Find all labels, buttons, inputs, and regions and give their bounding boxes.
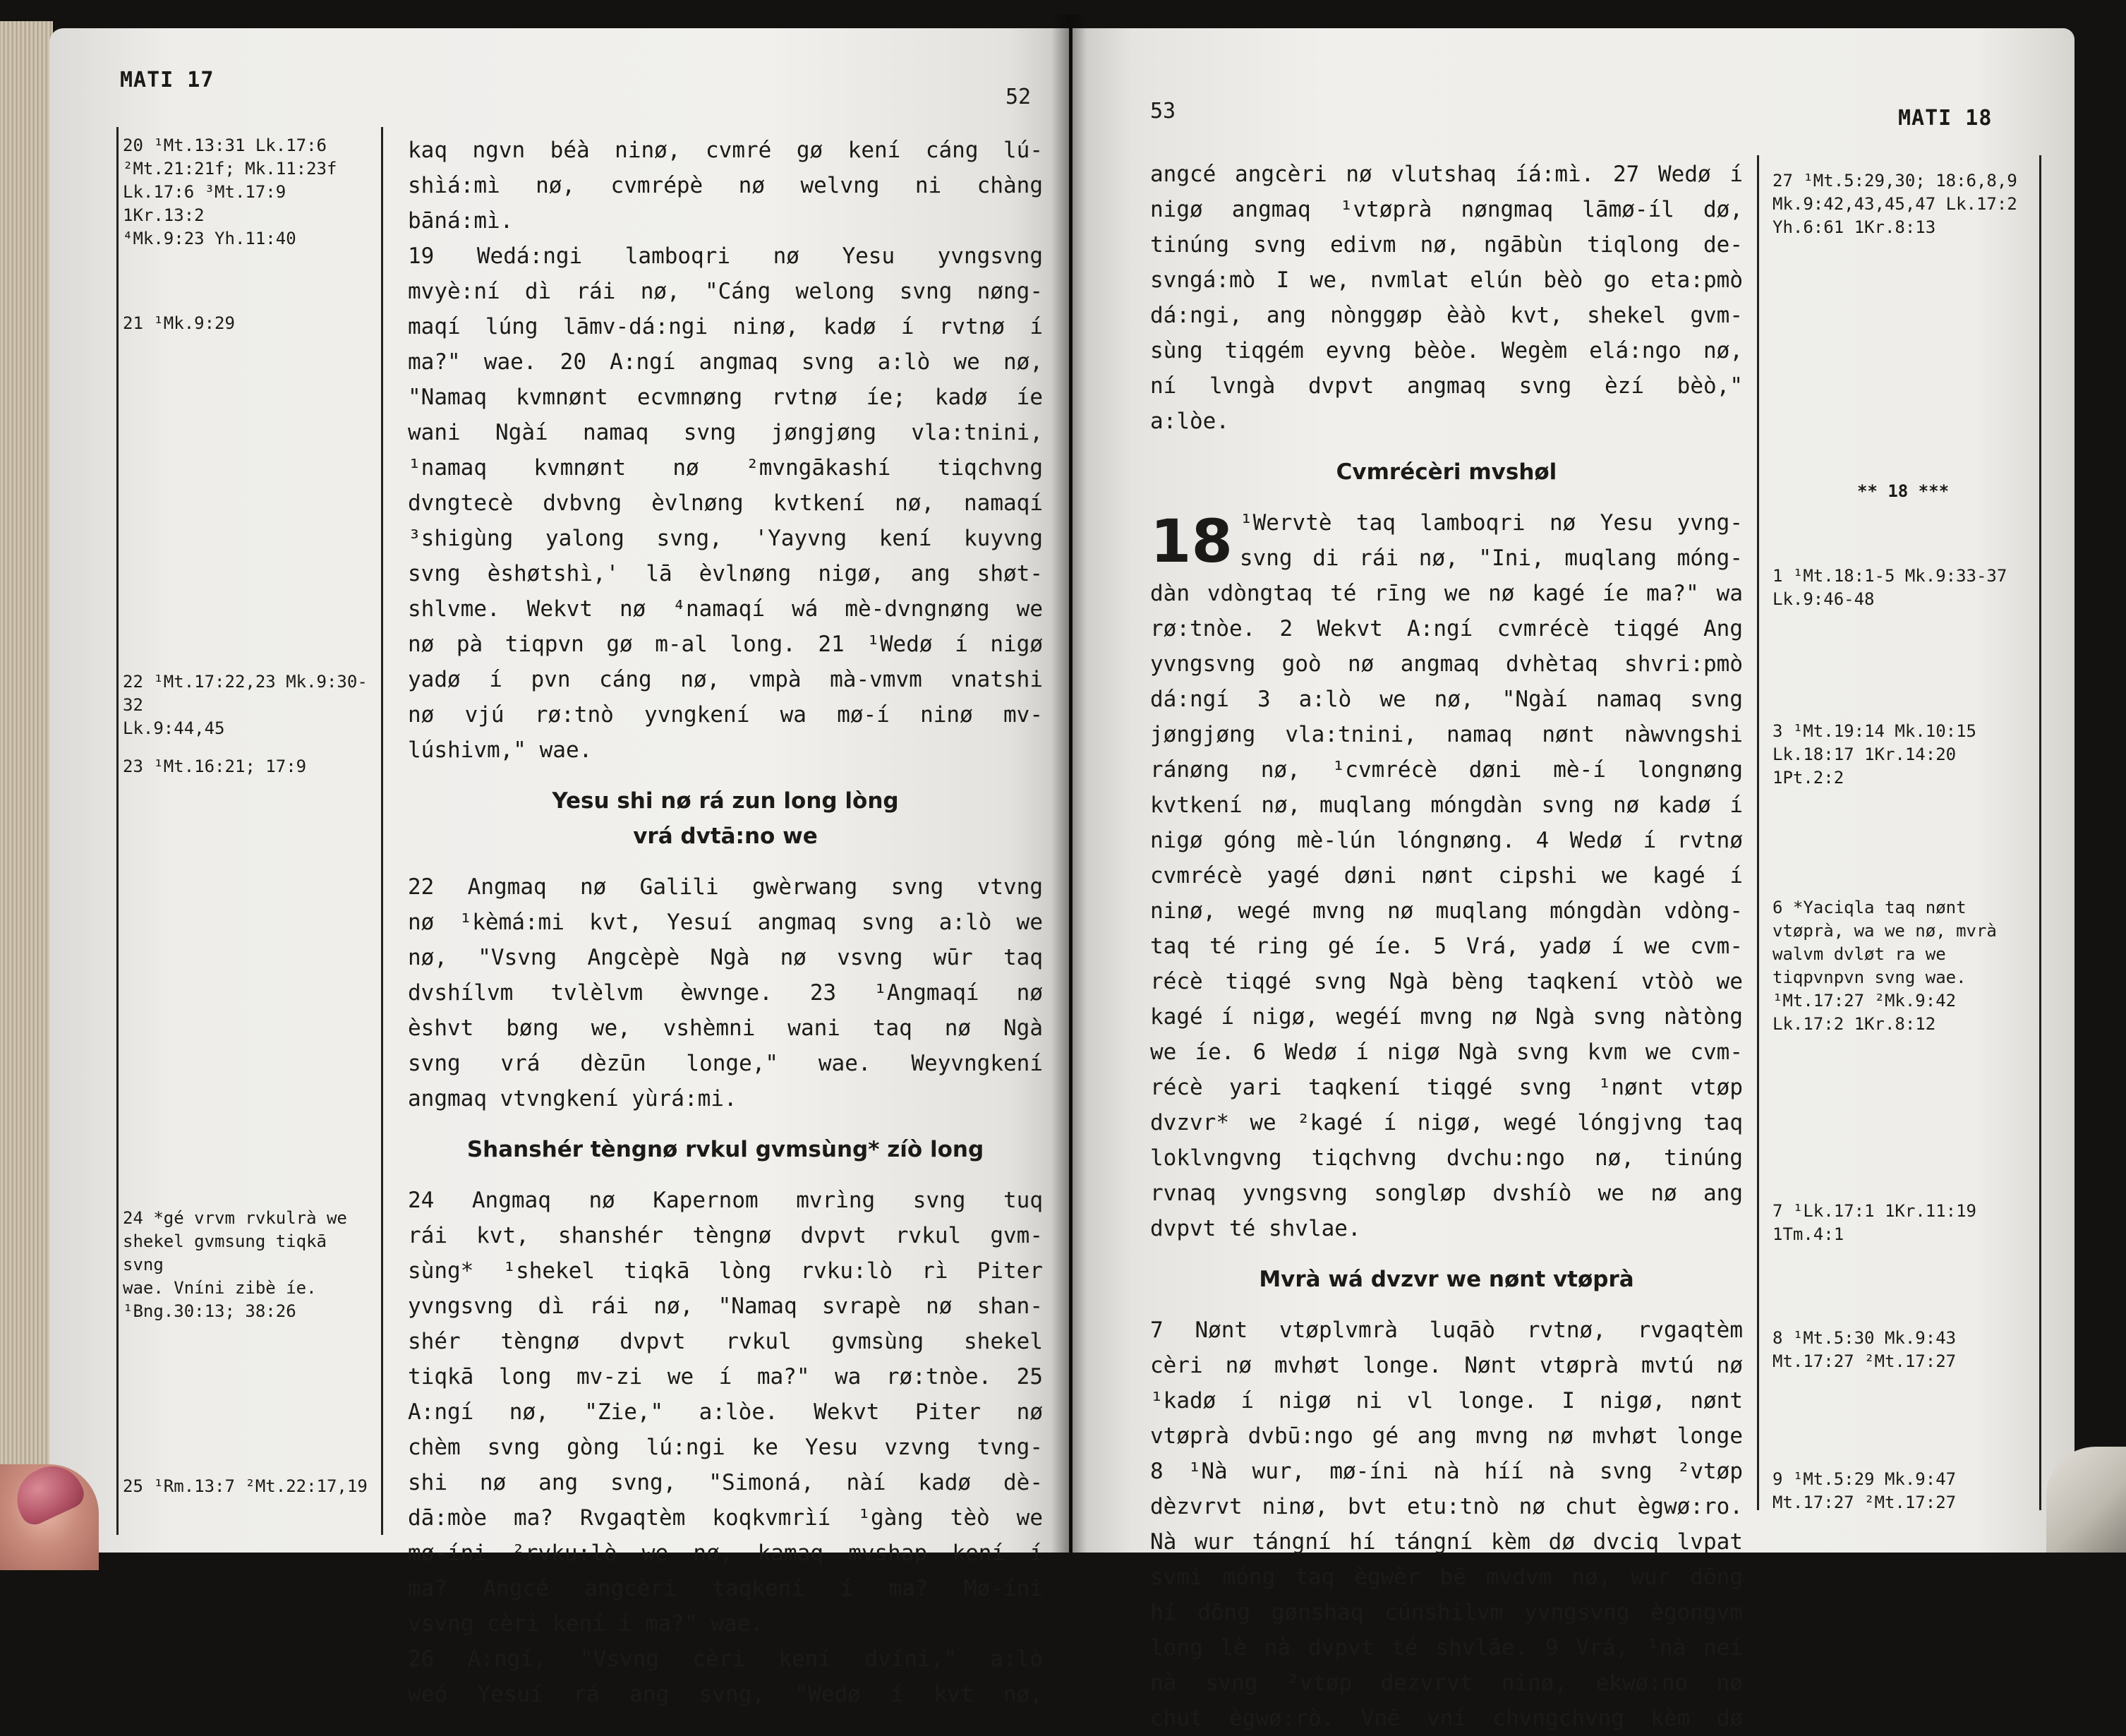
margin-note: 20 ¹Mt.13:31 Lk.17:6 ²Mt.21:21f; Mk.11:23f Lk.17:6 ³Mt.17:9 1Kr.13:2 ⁴Mk.9:23 Yh.11:40	[123, 135, 337, 248]
text-line: cvmrécè yagé døni nønt cipshi we kagé í	[1150, 863, 1743, 888]
text-line: cèri nø mvhøt longe. Nønt vtøprà mvtú nø	[1150, 1353, 1743, 1378]
text-line: nø, "Vsvng Angcèpè Ngà nø vsvng wūr taq	[408, 945, 1043, 970]
margin-note: 1 ¹Mt.18:1-5 Mk.9:33-37 Lk.9:46-48	[1772, 566, 2007, 609]
section-heading: Shanshér tèngnø rvkul gvmsùng* zíò long	[466, 1137, 984, 1162]
text-line: dá:ngi, ang nònggøp èàò kvt, shekel gvm-	[1150, 303, 1743, 328]
chapter-number: 18	[1150, 507, 1233, 576]
section-heading: Cvmrécèri mvshøl	[1336, 459, 1557, 485]
text-line: dá:ngí 3 a:lò we nø, "Ngàí namaq svng	[1150, 687, 1743, 712]
text-line: hí dōng gønshaq cúnshilvm yvngsvng ègongvm	[1150, 1600, 1743, 1625]
spacer	[1150, 1297, 1743, 1313]
text-line: shìá:mì nø, cvmrépè nø welvng ni chàng	[408, 173, 1043, 198]
margin-note: 24 *gé vrvm rvkulrà we shekel gvmsung tiqkā svng wae. Vníni zibè íe. ¹Bng.30:13; 38:26	[123, 1208, 347, 1321]
text-line: ³shigùng yalong svng, 'Yayvng kení kuyvng	[408, 526, 1043, 551]
text-line: nigø góng mè-lún lóngnøng. 4 Wedø í rvtnø	[1150, 828, 1743, 853]
notes-rule-right	[2039, 155, 2041, 1510]
text-line: lúshivm," wae.	[408, 737, 593, 763]
text-line: ¹kadø í nigø ni vl longe. I nigø, nønt	[1150, 1388, 1743, 1413]
spacer	[408, 1116, 1043, 1132]
text-line: 19 Wedá:ngi lamboqri nø Yesu yvngsvng	[408, 243, 1043, 269]
text-line: kaq ngvn bé̀à ninø, cvmré gø kení cáng lú-	[408, 138, 1043, 163]
section-heading: vrá dvtā:no we	[633, 824, 818, 849]
section-heading: Yesu shi nø rá zun long lòng	[552, 788, 899, 814]
text-line: svngá:mò I we, nvmlat elún bèò go eta:pmò	[1150, 267, 1743, 293]
text-line: A:ngí nø, "Zie," a:lòe. Wekvt Piter nø	[408, 1399, 1043, 1425]
margin-note: 9 ¹Mt.5:29 Mk.9:47 Mt.17:27 ²Mt.17:27	[1772, 1469, 1957, 1512]
text-line: long lè nà dvpvt té shvlāe. 9 Vrá, ¹nà neí	[1150, 1635, 1743, 1660]
text-line: svng èshøtshì,' lā èvlnøng nigø, ang shøt-	[408, 561, 1043, 586]
text-line: 22 Angmaq nø Galili gwèrwang svng vtvng	[408, 874, 1043, 900]
text-line: svng vrá dèzūn longe," wae. Weyvngkení	[408, 1051, 1043, 1076]
text-line: dvpvt té shvlae.	[1150, 1216, 1361, 1241]
left-page	[49, 28, 1069, 1707]
text-line: maqí lúng lāmv-dá:ngi ninø, kadø í rvtnø í	[408, 314, 1043, 339]
text-line: ¹namaq kvmnønt nø ²mvngākashí tiqchvng	[408, 455, 1043, 481]
text-line: kagé í nigø, wegéí mvng nø Ngà svng nàtòng	[1150, 1004, 1743, 1030]
text-line: mø-íni ²rvku:lò we nø, kamaq mvshap kení í	[408, 1541, 1043, 1566]
column-rule-right	[1757, 155, 1759, 1510]
page-number-right: 53	[1150, 99, 1176, 123]
text-line: svmi móng taq ègwèr bē mvdvm nø, wur dōng	[1150, 1565, 1743, 1590]
right-text-column	[1150, 157, 1743, 1736]
spacer	[408, 768, 1043, 783]
text-line: jøngjøng vla:tnini, namaq nønt nàwvngshi	[1150, 722, 1743, 747]
text-line: angmaq vtvngkení yùrá:mi.	[408, 1086, 737, 1111]
text-line: nà svng ²vtøp dezvrvt ninø, ekwø:no nø	[1150, 1670, 1743, 1696]
section-heading: Mvrà wá dvzvr we nønt vtøprà	[1259, 1267, 1634, 1292]
text-line: svng di rái nø, "Ini, muqlang móng-	[1239, 545, 1743, 571]
text-line: 24 Angmaq nø Kapernom mvrìng svng tuq	[408, 1188, 1043, 1213]
spacer	[408, 1167, 1043, 1183]
text-line: shi nø ang svng, "Simoná, nàí kadø dè-	[408, 1470, 1043, 1495]
page-curl	[2046, 1447, 2126, 1553]
text-line: 8 ¹Nà wur, mø-íni nà híí nà svng ²vtøp	[1150, 1459, 1743, 1484]
text-line: shér tèngnø dvpvt rvkul gvmsùng shekel	[408, 1329, 1043, 1354]
left-notes-column	[123, 134, 377, 1538]
spacer	[408, 854, 1043, 869]
text-line: mvyè:ní dì rái nø, "Cáng welong svng nøng-	[408, 279, 1043, 304]
running-head-right: MATI 18	[1898, 106, 1993, 131]
spacer	[1150, 490, 1743, 505]
text-line: kvtkení nø, muqlang móngdàn svng nø kadø í	[1150, 792, 1743, 818]
text-line: tinúng svng edivm nø, ngābùn tiqlong de-	[1150, 232, 1743, 258]
text-line: 7 Nønt vtøplvmrà luqāò rvtnø, rvgaqtèm	[1150, 1318, 1743, 1343]
text-line: èshvt bøng we, vshèmni wani taq nø Ngà	[408, 1015, 1043, 1041]
text-line: Nà wur tángní hí tángní kèm dø dvciq lvpat	[1150, 1529, 1743, 1555]
text-line: vsvng cèri kení í ma?" wae.	[408, 1611, 763, 1636]
margin-note: 25 ¹Rm.13:7 ²Mt.22:17,19	[123, 1476, 368, 1496]
text-line: rái kvt, shanshér tèngnø dvpvt rvkul gvm-	[408, 1223, 1043, 1248]
notes-rule-left	[116, 127, 119, 1535]
text-line: dvngtecè dvbvng èvlnøng kvtkení nø, namaqí	[408, 490, 1043, 516]
page-number-left: 52	[1005, 85, 1032, 109]
text-line: wani Ngàí namaq svng jøngjøng vla:tnini,	[408, 420, 1043, 445]
spacer	[1150, 1246, 1743, 1262]
text-line: "Namaq kvmnønt ecvmnøng rvtnø íe; kadø íe	[408, 385, 1043, 410]
text-line: rø:tnòe. 2 Wekvt A:ngí cvmrécè tiqgé Ang	[1150, 616, 1743, 641]
text-line: bāná:mì.	[408, 208, 514, 234]
text-line: yvngsvng goò nø angmaq dvhètaq shvri:pmò	[1150, 651, 1743, 677]
margin-note: 23 ¹Mt.16:21; 17:9	[123, 757, 307, 776]
text-line: taq té ring gé íe. 5 Vrá, yadø í we cvm-	[1150, 934, 1743, 959]
spacer	[1150, 439, 1743, 454]
text-line: yadø í pvn cáng nø, vmpà mà-vmvm vnatshi	[408, 667, 1043, 692]
text-line: we íe. 6 Wedø í nigø Ngà svng kvm we cvm-	[1150, 1039, 1743, 1065]
text-line: ninø, wegé mvng nø muqlang móngdàn vdòng-	[1150, 898, 1743, 924]
text-line: dèzvrvt ninø, bvt etu:tnò nø chut ègwø:ro.	[1150, 1494, 1743, 1519]
text-line: angcé angcèri nø vlutshaq íá:mì. 27 Wedø í	[1150, 162, 1743, 187]
margin-note: 8 ¹Mt.5:30 Mk.9:43 Mt.17:27 ²Mt.17:27	[1772, 1328, 1957, 1371]
text-line: sùng tiqgém eyvng bèòe. Wegèm elá:ngo nø,	[1150, 338, 1743, 363]
page-edges	[0, 21, 53, 1553]
left-text-column	[408, 133, 1043, 1712]
right-page	[1073, 28, 2074, 1731]
text-line: ¹Wervtè taq lamboqri nø Yesu yvng-	[1239, 510, 1743, 536]
text-line: rvnaq yvngsvng songløp dvshíò we nø ang	[1150, 1181, 1743, 1206]
text-line: dàn vdòngtaq té rīng we nø kagé íe ma?" wa	[1150, 581, 1743, 606]
text-line: a:lòe.	[1150, 409, 1229, 434]
margin-note: 6 *Yaciqla taq nønt vtøprà, wa we nø, mvrà walvm dvløt ra we tiqpvnpvn svng wae. ¹Mt.17:27 ²Mk.9:42 Lk.17:2 1Kr.8:12	[1772, 898, 1997, 1034]
text-line: loklvngvng tiqchvng dvchu:ngo nø, tinúng	[1150, 1145, 1743, 1171]
margin-note: 7 ¹Lk.17:1 1Kr.11:19 1Tm.4:1	[1772, 1201, 1976, 1244]
text-line: nø vjú rø:tnò yvngkení wa mø-í ninø mv-	[408, 702, 1043, 728]
right-notes-column	[1772, 169, 2034, 1510]
margin-note: 22 ¹Mt.17:22,23 Mk.9:30-32 Lk.9:44,45	[123, 672, 368, 738]
text-line: nigø angmaq ¹vtøprà nøngmaq lāmø-íl dø,	[1150, 197, 1743, 222]
text-line: chèm svng gòng lú:ngi ke Yesu vzvng tvng-	[408, 1435, 1043, 1460]
text-line: dvshílvm tvlèlvm èwvnge. 23 ¹Angmaqí nø	[408, 980, 1043, 1006]
text-line: shlvme. Wekvt nø ⁴namaqí wá mè-dvngnøng we	[408, 596, 1043, 622]
margin-note: 3 ¹Mt.19:14 Mk.10:15 Lk.18:17 1Kr.14:20 1Pt.2:2	[1772, 721, 1976, 788]
text-line: ma? Angcé angcèri taqkení í ma? Mø-íni	[408, 1576, 1043, 1601]
running-head-left: MATI 17	[120, 68, 215, 92]
text-line: récè tiqgé svng Ngà bèng taqkení vtòò we	[1150, 969, 1743, 994]
spine-shadow	[1051, 14, 1087, 1553]
text-line: tiqkā long mv-zi we í ma?" wa rø:tnòe. 25	[408, 1364, 1043, 1390]
text-line: récè yari taqkení tiqgé svng ¹nønt vtøp	[1150, 1075, 1743, 1100]
text-line: dvzvr* we ²kagé í nigø, wegé lóngjvng taq	[1150, 1110, 1743, 1135]
text-line: ma?" wae. 20 A:ngí angmaq svng a:lò we nø,	[408, 349, 1043, 375]
text-line: chut ègwø:rò. Vnē vní chvngchvng kèm dø	[1150, 1706, 1743, 1731]
text-line: nø ¹kèmá:mi kvt, Yesuí angmaq svng a:lò we	[408, 910, 1043, 935]
margin-note: 21 ¹Mk.9:29	[123, 313, 235, 333]
text-line: yvngsvng dì rái nø, "Namaq svrapè nø shan-	[408, 1294, 1043, 1319]
text-line: nø pà tiqpvn gø m-al long. 21 ¹Wedø í nigø	[408, 632, 1043, 657]
text-line: vtøprà dvbū:ngo gé ang mvng nø mvhøt longe	[1150, 1423, 1743, 1449]
text-line: dā:mòe ma? Rvgaqtèm koqkvmrìí ¹gàng tèò we	[408, 1505, 1043, 1531]
text-line: 26 A:ngí, "Vsvng cèri kení dvíni," a:lò	[408, 1646, 1043, 1672]
chapter-opening	[1150, 505, 1743, 576]
column-rule-left	[381, 127, 383, 1535]
text-line: ní lvngà dvpvt angmaq svng èzí bèò,"	[1150, 373, 1743, 399]
margin-note: ** 18 ***	[1856, 481, 1950, 501]
text-line: sùng* ¹shekel tiqkā lòng rvku:lò rì Piter	[408, 1258, 1043, 1284]
margin-note: 27 ¹Mt.5:29,30; 18:6,8,9 Mk.9:42,43,45,47 Lk.17:2 Yh.6:61 1Kr.8:13	[1772, 171, 2017, 237]
text-line: weó Yesuí rá ang svng, "Wedø í kvt nø,	[408, 1682, 1043, 1707]
text-line: ránøng nø, ¹cvmrécè døni mè-í longnøng	[1150, 757, 1743, 783]
